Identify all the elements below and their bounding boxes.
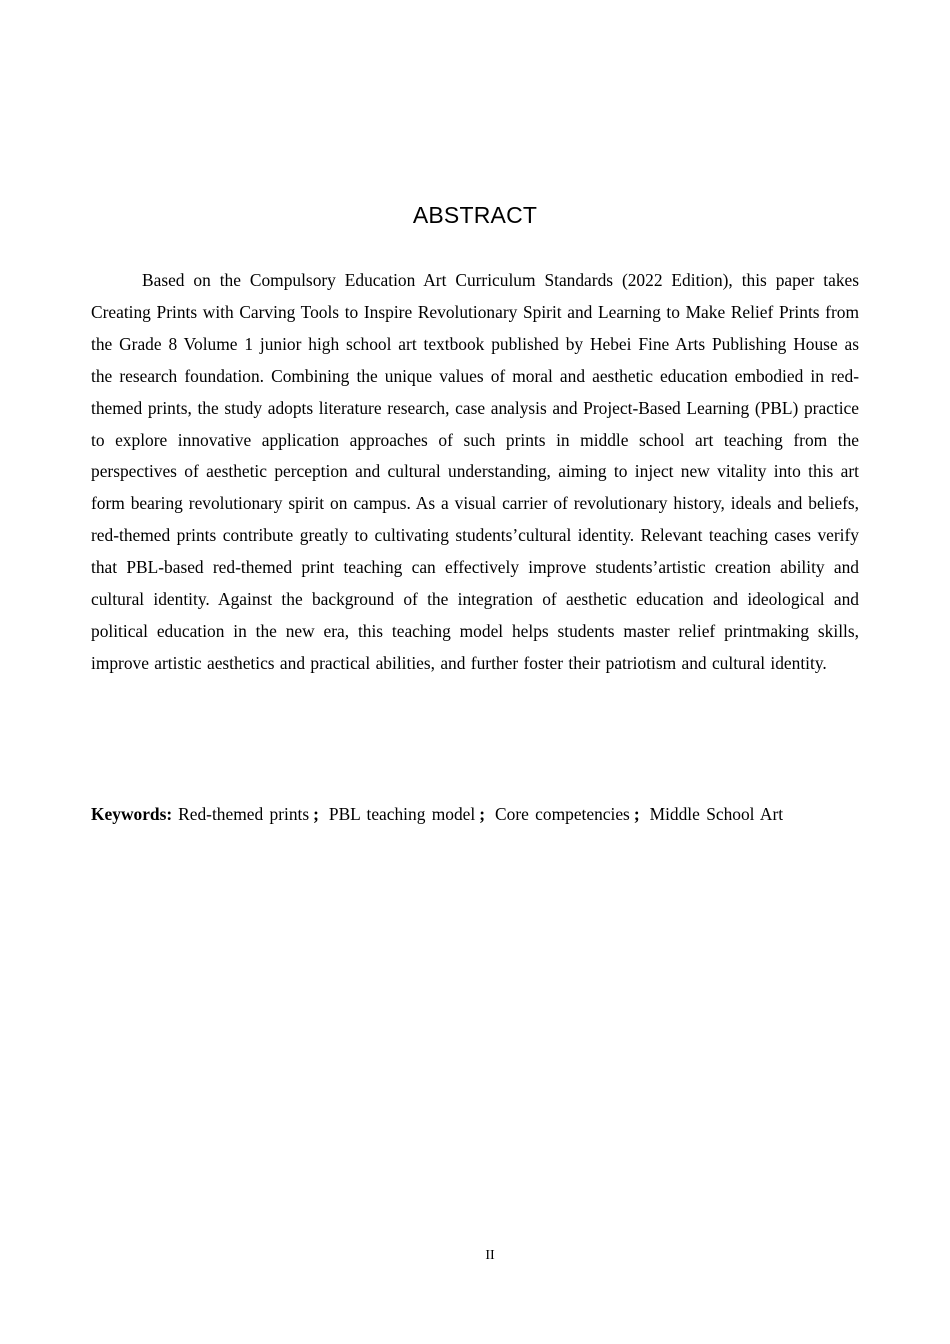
keyword-separator: ; (633, 804, 640, 824)
keyword-separator: ; (479, 804, 486, 824)
keyword-item: Red-themed prints (178, 804, 310, 824)
keywords-line (91, 803, 859, 825)
abstract-heading: ABSTRACT (412, 202, 538, 228)
abstract-paragraph: Based on the Compulsory Education Art Curriculum Standards (2022 Edition), this paper takes Creating Prints with Carving Tools to Inspire Revolutionary Spirit and Learning to Make Relief Prints from the Grade 8 Volume 1 junior high school art textbook published by Hebei Fine Arts Publishing House as the research foundation. Combining the unique values of moral and aesthetic education embodied in red-themed prints, the study adopts literature research, case analysis and Project-Based Learning (PBL) practice to explore innovative application approaches of such prints in middle school art teaching from the perspectives of aesthetic perception and cultural understanding, aiming to inject new vitality into this art form bearing revolutionary spirit on campus. As a visual carrier of revolutionary history, ideals and beliefs, red-themed prints contribute greatly to cultivating students’cultural identity. Relevant teaching cases verify that PBL-based red-themed print teaching can effectively improve students’artistic creation ability and cultural identity. Against the background of the integration of aesthetic education and ideological and political education in the new era, this teaching model helps students master relief printmaking skills, improve artistic aesthetics and practical abilities, and further foster their patriotism and cultural identity. (91, 270, 859, 673)
keywords-label: Keywords: (91, 804, 173, 824)
keyword-item: Core competencies (495, 804, 630, 824)
keyword-item: Middle School Art (649, 804, 784, 824)
keyword-separator: ; (313, 804, 319, 824)
keyword-item: PBL teaching model (328, 804, 476, 824)
page-number: II (485, 1248, 495, 1263)
